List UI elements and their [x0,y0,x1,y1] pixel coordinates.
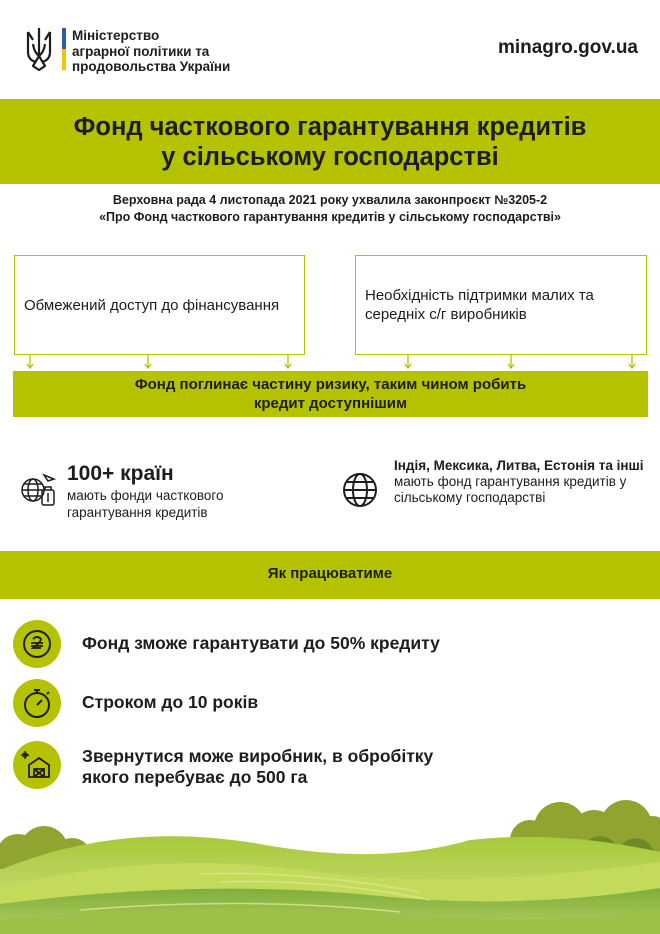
problem-box-financing [14,255,305,355]
feature-guarantee: Фонд зможе гарантувати до 50% кредиту [82,633,440,653]
feature-eligibility: Звернутися може виробник, в обробітку якого перебуває до 500 га [82,746,434,787]
globe-icon [340,470,380,510]
flag-divider [62,28,66,70]
feature-term: Строком до 10 років [82,692,259,712]
site-link[interactable]: minagro.gov.ua [497,37,638,58]
solution-band [13,371,648,417]
stopwatch-icon [13,679,61,727]
problem-text: Обмежений доступ до фінансування [24,296,280,314]
farm-landscape-illustration [0,800,660,934]
problem-text: Необхідність підтримки малих та середніх с/г виробників [365,287,594,323]
countries-examples [394,458,654,506]
how-heading: Як працюватиме [267,565,393,582]
header [0,0,660,96]
trident-emblem-icon [24,26,54,72]
farm-barn-icon [13,741,61,789]
countries-examples-bold: Індія, Мексика, Литва, Естонія та інші [394,458,644,473]
problem-box-support [355,255,647,355]
solution-text: Фонд поглинає частину ризику, таким чином робить кредит доступнішим [134,376,527,412]
ministry-name: Міністерство аграрної політики та продовольства України [72,28,231,74]
countries-description: мають фонди часткового гарантування кредитів [67,488,224,520]
how-band [0,551,660,599]
countries-examples-rest: мають фонд гарантування кредитів у сільському господарстві [394,474,627,505]
page-title: Фонд часткового гарантування кредитів у сільському господарстві [73,113,587,171]
hryvnia-coin-icon [13,620,61,668]
law-statement: Верховна рада 4 листопада 2021 року ухвалила законпроєкт №3205-2 «Про Фонд часткового гарантування кредитів у сільському господарстві» [99,193,561,224]
title-band [0,99,660,184]
globe-luggage-icon [18,470,58,510]
countries-count: 100+ країн [67,462,174,485]
